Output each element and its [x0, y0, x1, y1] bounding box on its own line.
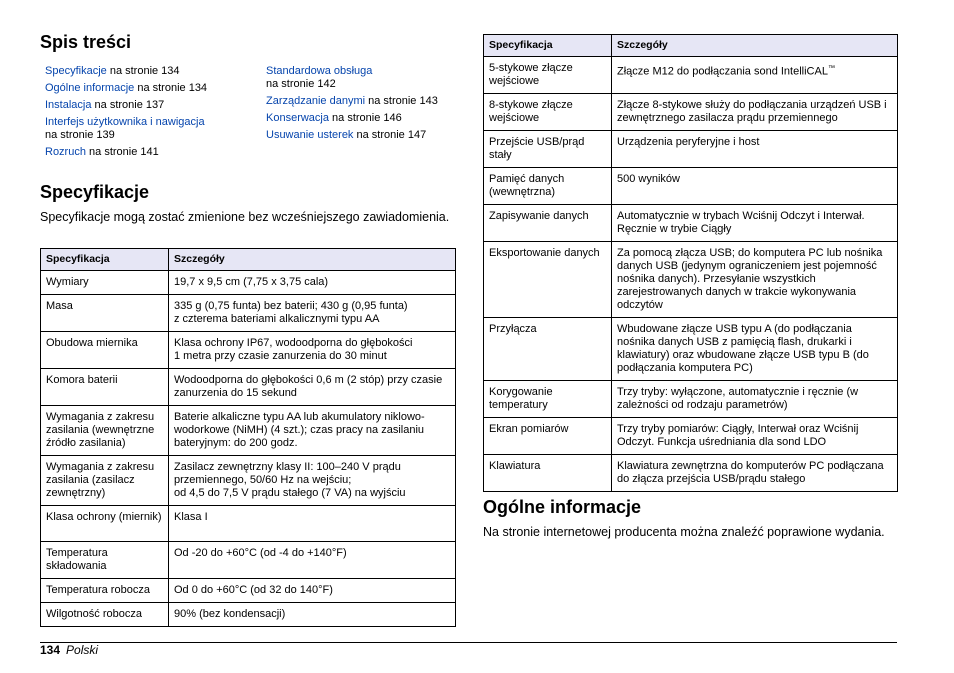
table-row — [41, 542, 456, 579]
toc-link-specyfikacje[interactable]: Specyfikacje — [45, 65, 107, 77]
spec-detail-text: Zasilacz zewnętrzny klasy II: 100–240 V prądu przemiennego, 50/60 Hz na wejściu; od 4,5 do 7,5 V prądu stałego (7 VA) na wyjściu — [174, 461, 406, 499]
toc-entry — [45, 116, 250, 142]
toc-entry — [266, 65, 471, 91]
spec-detail-cell — [169, 295, 456, 332]
toc-link-standardowa-obsluga[interactable]: Standardowa obsługa — [266, 65, 373, 77]
toc-page-ref: na stronie 146 — [328, 112, 402, 124]
spec-name-cell: 5-stykowe złącze wejściowe — [484, 57, 612, 94]
toc-link-usuwanie-usterek[interactable]: Usuwanie usterek — [266, 129, 354, 141]
table-row — [484, 168, 898, 205]
spec-detail-text: Baterie alkaliczne typu AA lub akumulatory niklowo-wodorkowe (NiMH) (4 szt.); czas pracy na zasilaniu bateryjnym: do 200 godz. — [174, 411, 425, 449]
toc-entry — [45, 65, 250, 78]
spec-detail-cell — [612, 131, 898, 168]
spec-detail-text: Klasa I — [174, 511, 208, 523]
spec-detail-cell — [169, 603, 456, 627]
spec-table-left — [40, 248, 456, 627]
column-header-details: Szczegóły — [612, 35, 898, 57]
spec-detail-cell — [612, 242, 898, 318]
table-row — [41, 369, 456, 406]
spec-detail-text: Wbudowane złącze USB typu A (do podłączania nośnika danych USB z pamięcią flash, drukarki i klawiatury) oraz wbudowane złącze USB typu B (do podłączania komputera PC) — [617, 323, 869, 374]
toc-entry — [266, 95, 471, 108]
spec-detail-text: Klasa ochrony IP67, wodoodporna do głębokości 1 metra przy czasie zanurzenia do 30 minut — [174, 337, 413, 362]
table-row — [484, 57, 898, 94]
spec-detail-cell — [169, 506, 456, 542]
spec-detail-cell — [169, 406, 456, 456]
spec-detail-cell — [612, 168, 898, 205]
table-row — [41, 506, 456, 542]
spec-detail-text: Urządzenia peryferyjne i host — [617, 136, 760, 148]
toc-page-ref: na stronie 143 — [365, 95, 438, 107]
table-row — [41, 579, 456, 603]
table-header-row — [484, 35, 898, 57]
table-row — [41, 456, 456, 506]
table-of-contents — [45, 65, 465, 165]
spec-name-cell: Korygowanie temperatury — [484, 381, 612, 418]
table-row — [41, 406, 456, 456]
spec-detail-text: 500 wyników — [617, 173, 680, 185]
toc-link-rozruch[interactable]: Rozruch — [45, 146, 86, 158]
table-row — [484, 381, 898, 418]
toc-page-ref: na stronie 137 — [91, 99, 165, 111]
toc-entry — [45, 146, 250, 159]
spec-name-cell: Przejście USB/prąd stały — [484, 131, 612, 168]
specifications-intro: Specyfikacje mogą zostać zmienione bez wcześniejszego zawiadomienia. — [40, 210, 450, 224]
table-row — [484, 94, 898, 131]
spec-detail-text: Trzy tryby: wyłączone, automatycznie i ręcznie (w zależności od rodzaju parametrów) — [617, 386, 859, 411]
toc-column-2 — [266, 65, 471, 146]
toc-entry — [45, 99, 250, 112]
table-row — [41, 295, 456, 332]
toc-page-ref: na stronie 147 — [353, 129, 427, 141]
toc-entry — [45, 82, 250, 95]
spec-detail-cell — [612, 381, 898, 418]
general-info-heading: Ogólne informacje — [483, 497, 642, 517]
spec-detail-cell — [612, 318, 898, 381]
spec-name-cell: Temperatura składowania — [41, 542, 169, 579]
page-number: 134 — [40, 643, 61, 657]
table-row — [41, 603, 456, 627]
toc-page-ref: na stronie 139 — [45, 129, 115, 141]
spec-name-cell: Komora baterii — [41, 369, 169, 406]
spec-name-cell: Klawiatura — [484, 455, 612, 492]
spec-name-cell: Wilgotność robocza — [41, 603, 169, 627]
table-row — [41, 271, 456, 295]
spec-table-right-body — [484, 57, 898, 492]
spec-detail-cell — [612, 57, 898, 94]
spec-name-cell: Temperatura robocza — [41, 579, 169, 603]
spec-detail-cell — [169, 332, 456, 369]
spec-detail-cell — [169, 579, 456, 603]
spec-detail-cell — [169, 542, 456, 579]
column-header-specification: Specyfikacja — [41, 249, 169, 271]
toc-link-ogolne-informacje[interactable]: Ogólne informacje — [45, 82, 135, 94]
spec-name-cell: Wymiary — [41, 271, 169, 295]
page-footer — [40, 643, 98, 657]
general-info-text: Na stronie internetowej producenta można znaleźć poprawione wydania. — [483, 525, 885, 539]
spec-detail-cell — [612, 205, 898, 242]
spec-detail-text: Złącze M12 do podłączania sond IntelliCAL — [617, 65, 828, 78]
specifications-heading: Specyfikacje — [40, 182, 150, 202]
toc-link-konserwacja[interactable]: Konserwacja — [266, 112, 329, 124]
spec-detail-text: Złącze 8-stykowe służy do podłączania urządzeń USB i zewnętrznego zasilacza prądu przemiennego — [617, 99, 887, 124]
column-header-specification: Specyfikacja — [484, 35, 612, 57]
table-row — [484, 131, 898, 168]
spec-detail-cell — [169, 369, 456, 406]
toc-entry — [266, 112, 471, 125]
toc-page-ref: na stronie 142 — [266, 78, 336, 90]
spec-detail-text: Klawiatura zewnętrzna do komputerów PC podłączana do złącza przejścia USB/prądu stałego — [617, 460, 884, 485]
spec-detail-text: 90% (bez kondensacji) — [174, 608, 286, 620]
spec-name-cell: 8-stykowe złącze wejściowe — [484, 94, 612, 131]
spec-name-cell: Klasa ochrony (miernik) — [41, 506, 169, 542]
spec-table-left-body — [41, 271, 456, 627]
toc-link-interfejs[interactable]: Interfejs użytkownika i nawigacja — [45, 116, 205, 128]
table-row — [484, 205, 898, 242]
spec-detail-text: Automatycznie w trybach Wciśnij Odczyt i Interwał. Ręcznie w trybie Ciągły — [617, 210, 865, 235]
page-language: Polski — [66, 643, 99, 657]
toc-link-instalacja[interactable]: Instalacja — [45, 99, 92, 111]
spec-detail-cell — [612, 418, 898, 455]
spec-detail-text: Trzy tryby pomiarów: Ciągły, Interwał oraz Wciśnij Odczyt. Funkcja uśredniania dla sond LDO — [617, 423, 859, 448]
spec-detail-cell — [612, 94, 898, 131]
spec-detail-text: 335 g (0,75 funta) bez baterii; 430 g (0,95 funta) z czterema bateriami alkalicznymi typu AA — [174, 300, 408, 325]
toc-entry — [266, 129, 471, 142]
toc-page-ref: na stronie 134 — [106, 65, 180, 77]
table-header-row — [41, 249, 456, 271]
column-header-details: Szczegóły — [169, 249, 456, 271]
spec-detail-cell — [169, 271, 456, 295]
spec-detail-text: Od -20 do +60°C (od -4 do +140°F) — [174, 547, 347, 559]
spec-name-cell: Eksportowanie danych — [484, 242, 612, 318]
spec-name-cell: Masa — [41, 295, 169, 332]
spec-table-right — [483, 34, 898, 492]
spec-name-cell: Przyłącza — [484, 318, 612, 381]
table-row — [484, 455, 898, 492]
spec-name-cell: Ekran pomiarów — [484, 418, 612, 455]
table-row — [41, 332, 456, 369]
toc-heading: Spis treści — [40, 32, 132, 52]
toc-page-ref: na stronie 134 — [134, 82, 208, 94]
toc-link-zarzadzanie-danymi[interactable]: Zarządzanie danymi — [266, 95, 366, 107]
table-row — [484, 318, 898, 381]
spec-name-cell: Wymagania z zakresu zasilania (zasilacz zewnętrzny) — [41, 456, 169, 506]
spec-name-cell: Zapisywanie danych — [484, 205, 612, 242]
spec-detail-text: 19,7 x 9,5 cm (7,75 x 3,75 cala) — [174, 276, 329, 288]
spec-detail-cell — [612, 455, 898, 492]
table-row — [484, 418, 898, 455]
toc-page-ref: na stronie 141 — [85, 146, 159, 158]
toc-column-1 — [45, 65, 250, 163]
spec-detail-text: Wodoodporna do głębokości 0,6 m (2 stóp) przy czasie zanurzenia do 15 sekund — [174, 374, 443, 399]
footer-divider — [40, 642, 897, 643]
spec-detail-text: Od 0 do +60°C (od 32 do 140°F) — [174, 584, 333, 596]
spec-name-cell: Pamięć danych (wewnętrzna) — [484, 168, 612, 205]
spec-detail-cell — [169, 456, 456, 506]
trademark-mark: ™ — [827, 65, 835, 72]
spec-name-cell: Wymagania z zakresu zasilania (wewnętrzne źródło zasilania) — [41, 406, 169, 456]
spec-detail-text: Za pomocą złącza USB; do komputera PC lub nośnika danych USB (jedynym ograniczeniem jest pojemność nośnika danych). Przesyłanie wszystkich zarejestrowanych danych w trakcie wykonywania odczytów — [617, 247, 883, 311]
table-row — [484, 242, 898, 318]
spec-name-cell: Obudowa miernika — [41, 332, 169, 369]
